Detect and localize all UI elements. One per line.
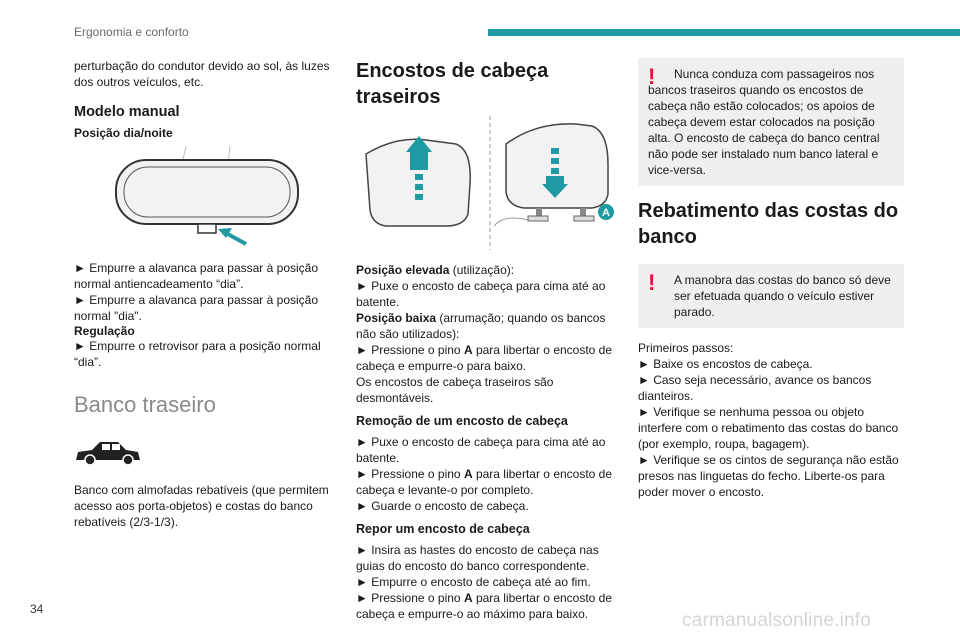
removal-step-part: para libertar o encosto de cabeça e levante-o por completo. xyxy=(356,467,613,497)
removal-step-1: ► Puxe o encosto de cabeça para cima até ao batente. xyxy=(356,435,606,465)
first-step-1: ► Baixe os encostos de cabeça. xyxy=(638,357,813,371)
removal-title: Remoção de um encosto de cabeça xyxy=(356,414,568,428)
low-step-pin: A xyxy=(463,343,473,357)
regulation-step: ► Empurre o retrovisor para a posição normal “dia”. xyxy=(74,339,321,369)
section-header-title: Ergonomia e conforto xyxy=(74,25,189,39)
low-position-label: Posição baixa xyxy=(356,311,437,325)
low-step xyxy=(356,342,620,374)
warning-box-fold xyxy=(638,264,904,328)
refit-step-pin: A xyxy=(463,591,473,605)
removable-note: Os encostos de cabeça traseiros são desmontáveis. xyxy=(356,375,554,405)
manual-step-1: ► Empurre a alavanca para passar à posição normal antiencadeamento “dia”. xyxy=(74,261,319,291)
low-step-part: ► Pressione o pino xyxy=(356,343,464,357)
day-night-label: Posição dia/noite xyxy=(74,126,173,140)
rear-headrests-title: Encostos de cabeça traseiros xyxy=(356,60,549,108)
page-number: 34 xyxy=(30,602,44,616)
removal-step-3: ► Guarde o encosto de cabeça. xyxy=(356,499,529,513)
headrest-positions-illustration xyxy=(356,114,620,254)
refit-title: Repor um encosto de cabeça xyxy=(356,522,530,536)
column-middle xyxy=(356,58,620,622)
first-step-3: ► Verifique se nenhuma pessoa ou objeto interfere com o rebatimento das costas do banco (por exemplo, roupa, bagagem). xyxy=(638,405,899,451)
low-step-part: para libertar o encosto de cabeça e empurre-o para baixo. xyxy=(356,343,613,373)
warning-box-headrests xyxy=(638,58,904,186)
warning-text-headrests: Nunca conduza com passageiros nos bancos traseiros quando os encostos de cabeça não estão colocados; os apoios de cabeça devem estar colocados na posição alta. O encosto de cabeça do banco central não pode ser instalado num banco lateral e vice-versa. xyxy=(648,67,880,177)
intro-text: perturbação do condutor devido ao sol, às luzes dos outros veículos, etc. xyxy=(74,59,330,89)
warning-text-fold: A manobra das costas do banco só deve ser efetuada quando o veículo estiver parado. xyxy=(674,273,891,319)
regulation-label: Regulação xyxy=(74,324,135,338)
watermark-text: carmanualsonline.info xyxy=(682,610,872,631)
first-steps-label: Primeiros passos: xyxy=(638,341,734,355)
pin-a-letter: A xyxy=(602,207,610,219)
rear-seat-title: Banco traseiro xyxy=(74,392,216,417)
sedan-car-icon xyxy=(74,434,144,468)
manual-model-title: Modelo manual xyxy=(74,104,180,120)
refit-step-part: ► Pressione o pino xyxy=(356,591,464,605)
manual-step-2: ► Empurre a alavanca para passar à posição normal "dia". xyxy=(74,293,319,323)
low-position-note: (arrumação; quando os bancos não são utilizados): xyxy=(356,311,606,341)
removal-step-part: ► Pressione o pino xyxy=(356,467,464,481)
rearview-mirror-illustration xyxy=(74,140,342,250)
first-step-4: ► Verifique se os cintos de segurança não estão presos nas linguetas do fecho. Liberte-os para poder mover o encosto. xyxy=(638,453,899,499)
raised-position-note: (utilização): xyxy=(449,263,515,277)
removal-step-pin: A xyxy=(463,467,473,481)
removal-step-2 xyxy=(356,466,620,498)
low-position-text xyxy=(356,310,620,342)
rear-seat-description: Banco com almofadas rebatíveis (que permitem acesso aos porta-objetos) e costas do banco rebatíveis (2/3-1/3). xyxy=(74,483,329,529)
raised-position-label: Posição elevada xyxy=(356,263,450,277)
exclamation-icon: ! xyxy=(648,64,656,89)
refit-step-1: ► Insira as hastes do encosto de cabeça nas guias do encosto do banco correspondente. xyxy=(356,543,599,573)
raised-position-text xyxy=(356,262,620,278)
fold-backrest-title: Rebatimento das costas do banco xyxy=(638,200,899,248)
raised-step: ► Puxe o encosto de cabeça para cima até ao batente. xyxy=(356,279,606,309)
first-step-2: ► Caso seja necessário, avance os bancos dianteiros. xyxy=(638,373,872,403)
exclamation-icon: ! xyxy=(648,270,656,295)
header-accent-bar xyxy=(488,29,960,36)
refit-step-part: para libertar o encosto de cabeça e empurre-o ao máximo para baixo. xyxy=(356,591,613,621)
column-right xyxy=(638,58,904,500)
refit-step-3 xyxy=(356,590,620,622)
column-left xyxy=(74,58,342,530)
refit-step-2: ► Empurre o encosto de cabeça até ao fim. xyxy=(356,575,591,589)
